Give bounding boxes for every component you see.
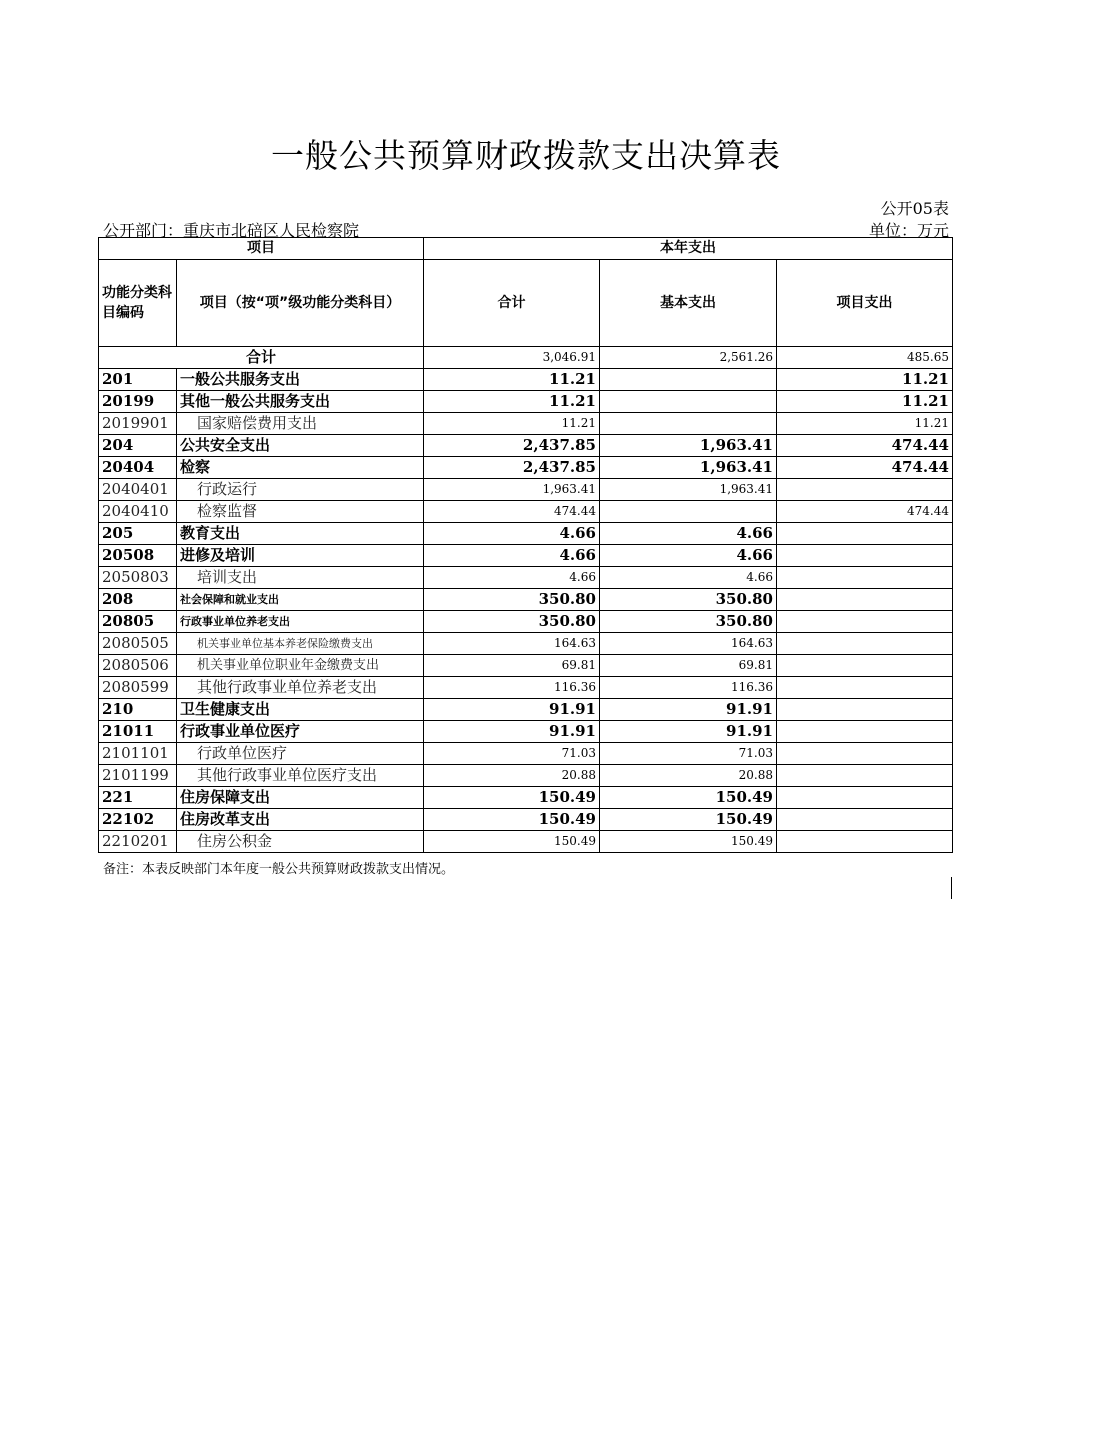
row-project: 11.21	[777, 391, 953, 413]
row-project: 11.21	[777, 369, 953, 391]
row-basic: 350.80	[600, 611, 777, 633]
row-name: 卫生健康支出	[177, 699, 424, 721]
row-name: 住房保障支出	[177, 787, 424, 809]
row-basic: 1,963.41	[600, 479, 777, 501]
row-code: 205	[99, 523, 177, 545]
table-row	[99, 677, 953, 699]
row-project	[777, 611, 953, 633]
form-number: 公开05表	[880, 199, 949, 218]
row-total: 20.88	[424, 765, 600, 787]
row-project	[777, 633, 953, 655]
row-code: 201	[99, 369, 177, 391]
table-row	[99, 743, 953, 765]
row-project	[777, 809, 953, 831]
row-total: 11.21	[424, 413, 600, 435]
row-name: 教育支出	[177, 523, 424, 545]
row-total: 2,437.85	[424, 457, 600, 479]
row-project	[777, 831, 953, 853]
header-code: 功能分类科目编码	[99, 260, 177, 347]
row-basic: 350.80	[600, 589, 777, 611]
header-project: 项目支出	[777, 260, 953, 347]
row-project	[777, 765, 953, 787]
row-name: 一般公共服务支出	[177, 369, 424, 391]
row-name: 其他行政事业单位养老支出	[177, 677, 424, 699]
row-project: 11.21	[777, 413, 953, 435]
row-name: 公共安全支出	[177, 435, 424, 457]
row-basic: 71.03	[600, 743, 777, 765]
row-name: 行政事业单位医疗	[177, 721, 424, 743]
row-code: 22102	[99, 809, 177, 831]
row-code: 20805	[99, 611, 177, 633]
row-name: 行政单位医疗	[177, 743, 424, 765]
row-name: 行政事业单位养老支出	[177, 611, 424, 633]
row-basic: 69.81	[600, 655, 777, 677]
row-basic: 91.91	[600, 699, 777, 721]
department-label: 公开部门：重庆市北碚区人民检察院	[103, 221, 360, 240]
row-total: 71.03	[424, 743, 600, 765]
row-basic: 4.66	[600, 567, 777, 589]
table-row	[99, 567, 953, 589]
row-code: 208	[99, 589, 177, 611]
row-code: 2080599	[99, 677, 177, 699]
row-total: 116.36	[424, 677, 600, 699]
row-code: 2050803	[99, 567, 177, 589]
row-name: 检察	[177, 457, 424, 479]
row-basic: 150.49	[600, 831, 777, 853]
header-item: 项目	[99, 238, 424, 260]
table-row	[99, 809, 953, 831]
row-project: 474.44	[777, 435, 953, 457]
header-name: 项目（按“项”级功能分类科目）	[177, 260, 424, 347]
table-row	[99, 413, 953, 435]
row-code: 2101199	[99, 765, 177, 787]
table-row	[99, 523, 953, 545]
row-name: 机关事业单位职业年金缴费支出	[177, 655, 424, 677]
row-total: 1,963.41	[424, 479, 600, 501]
row-basic	[600, 413, 777, 435]
row-name: 住房公积金	[177, 831, 424, 853]
total-project: 485.65	[777, 347, 953, 369]
table-row	[99, 633, 953, 655]
unit-label: 单位：万元	[868, 221, 949, 240]
row-project	[777, 743, 953, 765]
row-code: 2040401	[99, 479, 177, 501]
total-label: 合计	[99, 347, 424, 369]
total-basic: 2,561.26	[600, 347, 777, 369]
row-total: 69.81	[424, 655, 600, 677]
row-total: 4.66	[424, 545, 600, 567]
table-row	[99, 501, 953, 523]
row-project	[777, 545, 953, 567]
margin-mark	[951, 877, 952, 899]
row-code: 2101101	[99, 743, 177, 765]
row-project	[777, 699, 953, 721]
row-name: 其他行政事业单位医疗支出	[177, 765, 424, 787]
row-name: 社会保障和就业支出	[177, 589, 424, 611]
row-project	[777, 567, 953, 589]
footnote: 备注：本表反映部门本年度一般公共预算财政拨款支出情况。	[103, 862, 455, 877]
row-basic	[600, 369, 777, 391]
table-row	[99, 479, 953, 501]
page-title: 一般公共预算财政拨款支出决算表	[271, 136, 781, 175]
header-total: 合计	[424, 260, 600, 347]
row-code: 20199	[99, 391, 177, 413]
row-name: 行政运行	[177, 479, 424, 501]
row-total: 350.80	[424, 589, 600, 611]
row-basic: 1,963.41	[600, 435, 777, 457]
table-row	[99, 589, 953, 611]
row-basic: 20.88	[600, 765, 777, 787]
row-total: 2,437.85	[424, 435, 600, 457]
table-row	[99, 831, 953, 853]
row-project	[777, 787, 953, 809]
row-total: 474.44	[424, 501, 600, 523]
table-row	[99, 369, 953, 391]
row-total: 150.49	[424, 809, 600, 831]
row-name: 机关事业单位基本养老保险缴费支出	[177, 633, 424, 655]
row-project: 474.44	[777, 457, 953, 479]
table-row	[99, 611, 953, 633]
row-code: 2040410	[99, 501, 177, 523]
row-project	[777, 677, 953, 699]
row-code: 2080506	[99, 655, 177, 677]
row-code: 204	[99, 435, 177, 457]
row-project	[777, 589, 953, 611]
row-basic	[600, 501, 777, 523]
row-total: 11.21	[424, 369, 600, 391]
table-row	[99, 391, 953, 413]
table-row	[99, 765, 953, 787]
row-code: 2210201	[99, 831, 177, 853]
row-code: 2080505	[99, 633, 177, 655]
row-project	[777, 523, 953, 545]
expenditure-table	[98, 237, 953, 853]
row-total: 350.80	[424, 611, 600, 633]
table-row	[99, 787, 953, 809]
row-code: 20508	[99, 545, 177, 567]
row-total: 91.91	[424, 721, 600, 743]
row-code: 2019901	[99, 413, 177, 435]
row-project: 474.44	[777, 501, 953, 523]
row-name: 其他一般公共服务支出	[177, 391, 424, 413]
row-name: 住房改革支出	[177, 809, 424, 831]
row-basic: 150.49	[600, 787, 777, 809]
row-basic: 4.66	[600, 545, 777, 567]
table-row	[99, 721, 953, 743]
header-current-year: 本年支出	[424, 238, 953, 260]
row-total: 164.63	[424, 633, 600, 655]
row-code: 21011	[99, 721, 177, 743]
row-basic: 116.36	[600, 677, 777, 699]
row-basic	[600, 391, 777, 413]
row-total: 11.21	[424, 391, 600, 413]
row-code: 210	[99, 699, 177, 721]
row-basic: 1,963.41	[600, 457, 777, 479]
row-basic: 164.63	[600, 633, 777, 655]
row-total: 91.91	[424, 699, 600, 721]
row-total: 150.49	[424, 831, 600, 853]
row-name: 国家赔偿费用支出	[177, 413, 424, 435]
row-basic: 91.91	[600, 721, 777, 743]
table-row	[99, 435, 953, 457]
total-row	[99, 347, 953, 369]
table-row	[99, 699, 953, 721]
row-name: 进修及培训	[177, 545, 424, 567]
row-code: 20404	[99, 457, 177, 479]
row-total: 150.49	[424, 787, 600, 809]
header-basic: 基本支出	[600, 260, 777, 347]
row-project	[777, 721, 953, 743]
table-row	[99, 457, 953, 479]
table-row	[99, 545, 953, 567]
row-total: 4.66	[424, 523, 600, 545]
row-basic: 4.66	[600, 523, 777, 545]
row-basic: 150.49	[600, 809, 777, 831]
row-project	[777, 655, 953, 677]
row-name: 培训支出	[177, 567, 424, 589]
row-total: 4.66	[424, 567, 600, 589]
total-total: 3,046.91	[424, 347, 600, 369]
table-row	[99, 655, 953, 677]
row-code: 221	[99, 787, 177, 809]
row-project	[777, 479, 953, 501]
row-name: 检察监督	[177, 501, 424, 523]
